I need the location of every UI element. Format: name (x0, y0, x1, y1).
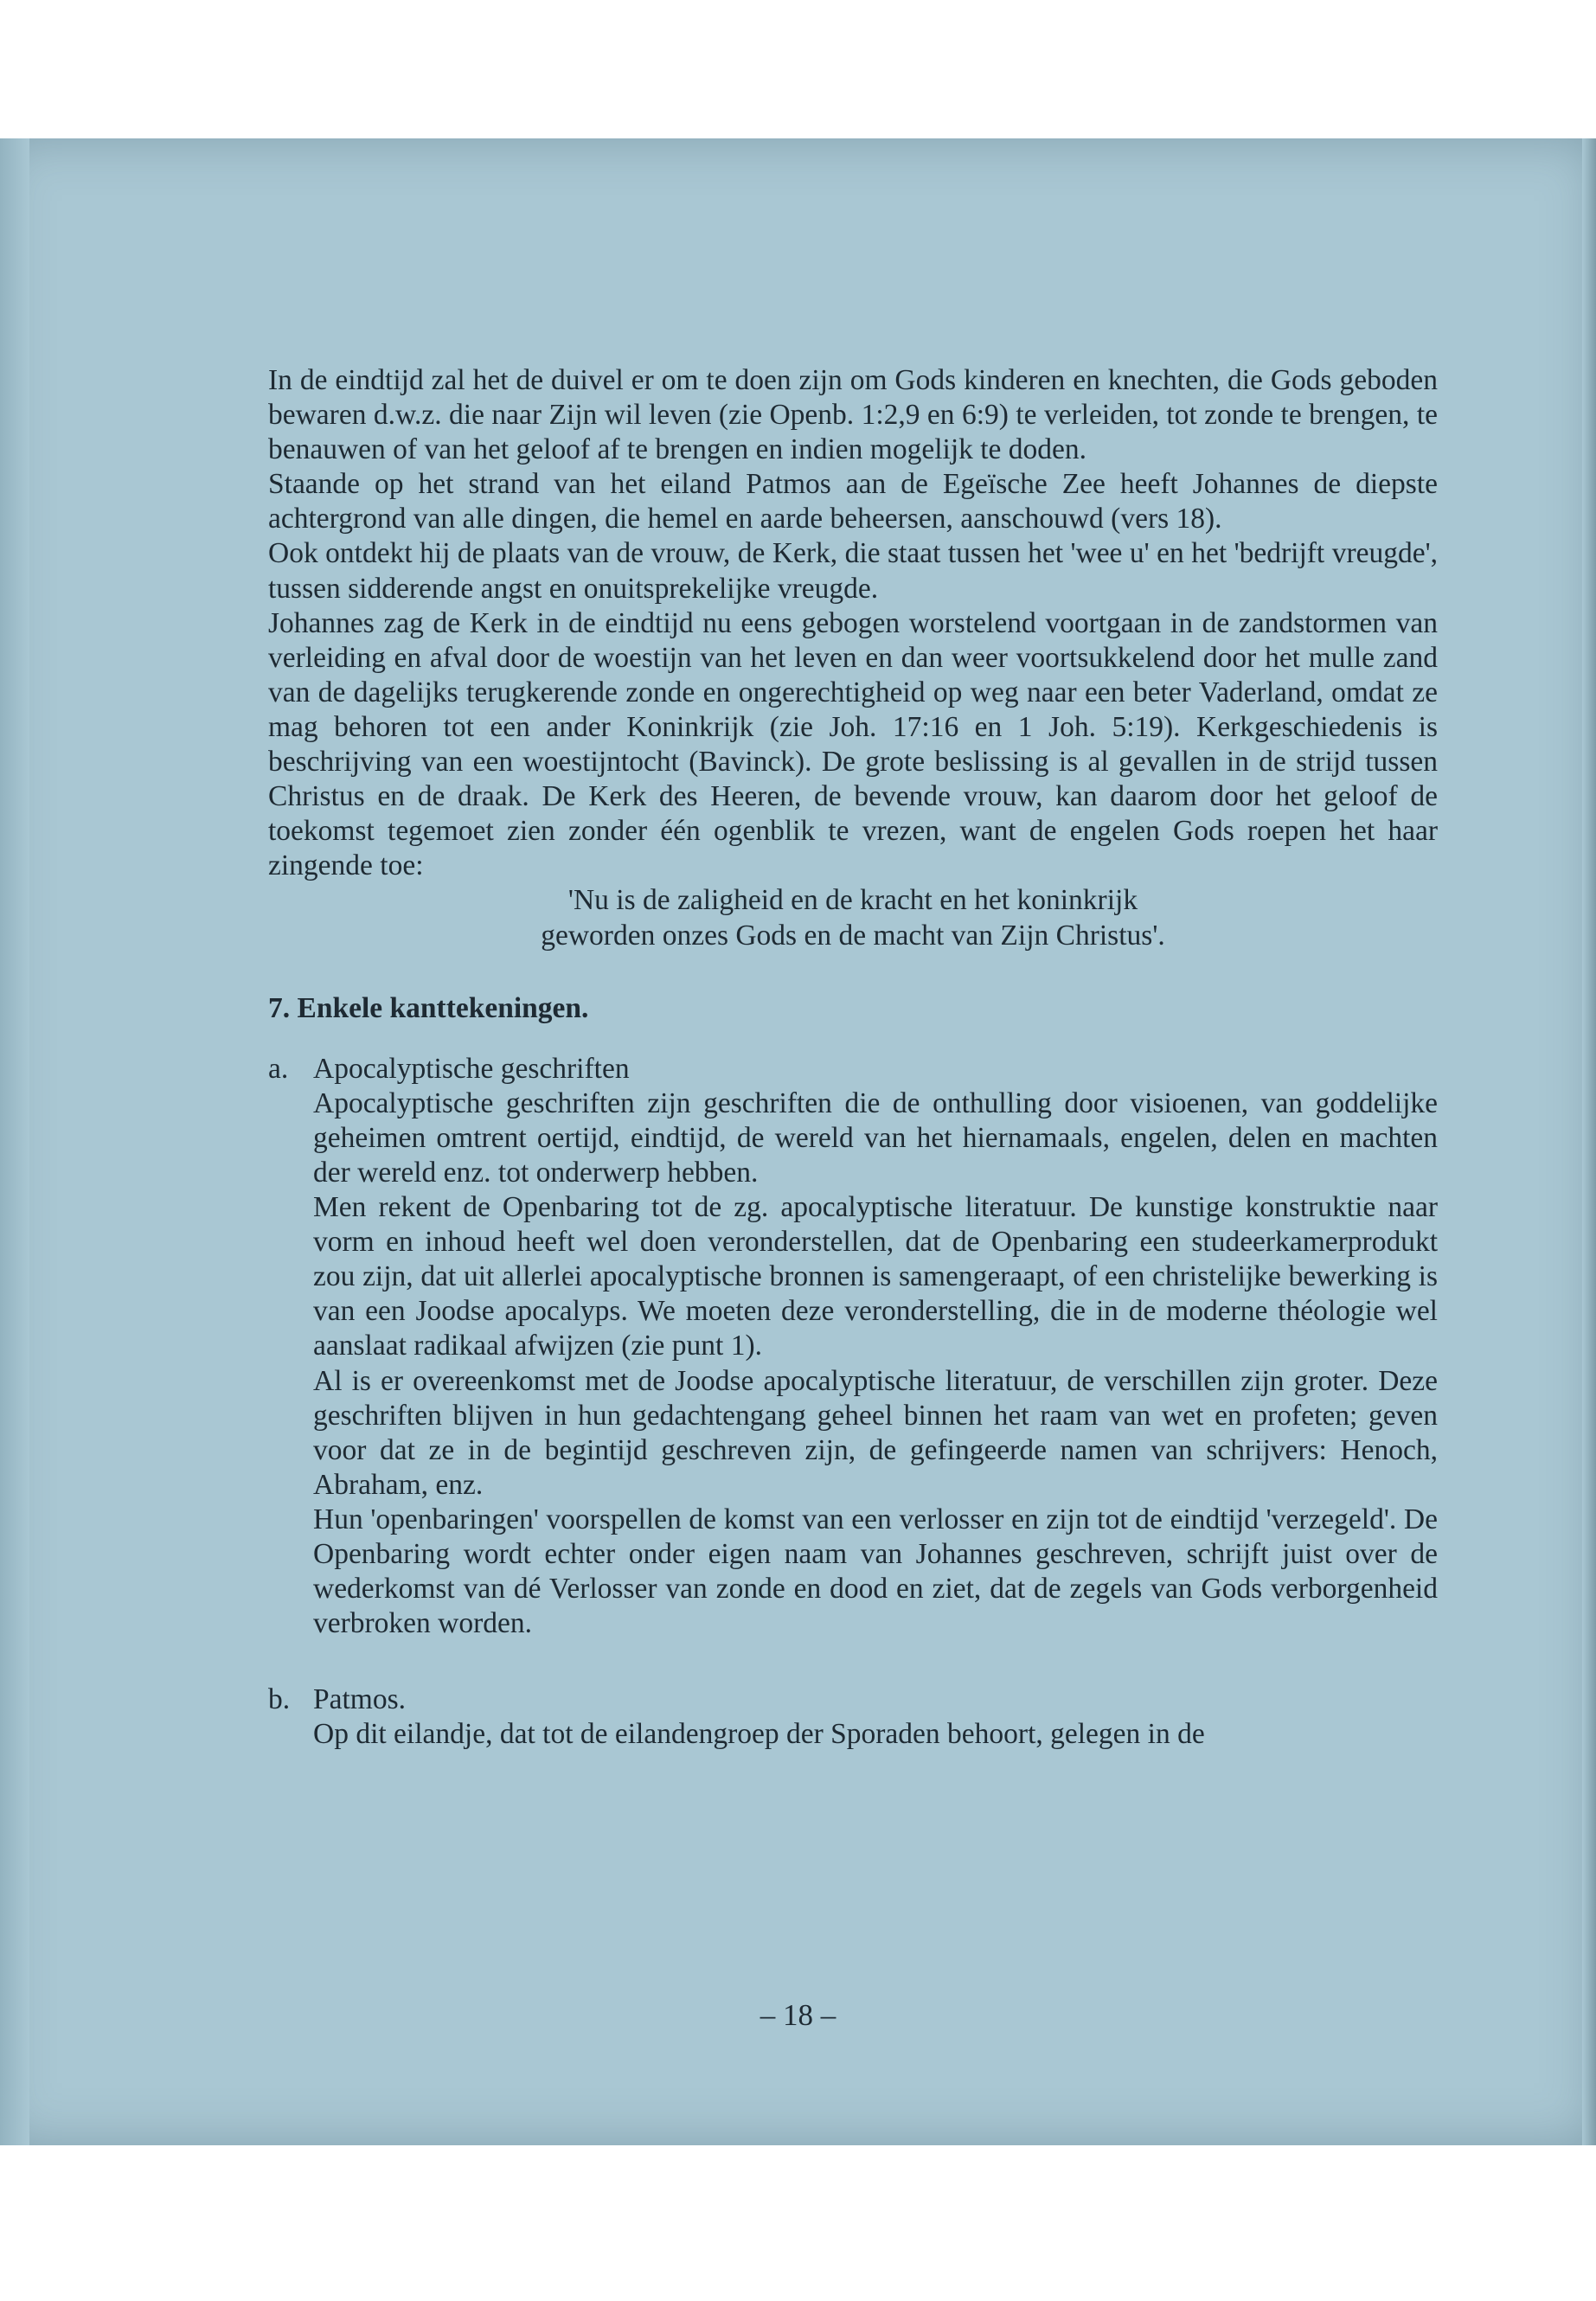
item-b-paragraph-1: Op dit eilandje, dat tot de eilandengroep der Sporaden behoort, gelegen in de (313, 1718, 1205, 1751)
intro-paragraph-1: In de eindtijd zal het de duivel er om te doen zijn om Gods kinderen en knechten, die Gods geboden bewaren d.w.z. die naar Zijn wil leven (zie Openb. 1:2,9 en 6:9) te verleiden, tot zonde te brengen, te benauwen of van het geloof af te brengen en indien mogelijk te doden. (268, 364, 1438, 466)
page-text-block (268, 363, 1438, 1752)
page-spine-edge (0, 138, 29, 2145)
list-item-a (268, 1052, 1438, 1642)
item-a-paragraph-4: Hun 'openbaringen' voorspellen de komst van een verlosser en zijn tot de eindtijd 'verzegeld'. De Openbaring wordt echter onder eigen naam van Johannes geschreven, schrijft juist over de wederkomst van dé Verlosser van zonde en dood en ziet, dat de zegels van Gods verborgenheid verbroken worden. (313, 1503, 1438, 1640)
intro-paragraph-4: Johannes zag de Kerk in de eindtijd nu eens gebogen worstelend voortgaan in de zandstormen van verleiding en afval door de woestijn van het leven en dan weer voortsukkelend door het mulle zand van de dagelijks terugkerende zonde en ongerechtigheid op weg naar een beter Vaderland, omdat ze mag behoren tot een ander Koninkrijk (zie Joh. 17:16 en 1 Joh. 5:19). Kerkgeschiedenis is beschrijving van een woestijntocht (Bavinck). De grote beslissing is al gevallen in de strijd tussen Christus en de draak. De Kerk des Heeren, de bevende vrouw, kan daarom door het geloof de toekomst tegemoet zien zonder één ogenblik te vrezen, want de engelen Gods roepen het haar zingende toe: (268, 606, 1438, 882)
quote-line-2: geworden onzes Gods en de macht van Zijn Christus'. (541, 919, 1165, 952)
item-a-title: Apocalyptische geschriften (313, 1052, 630, 1085)
intro-paragraph-3: Ook ontdekt hij de plaats van de vrouw, de Kerk, die staat tussen het 'wee u' en het 'bedrijft vreugde', tussen sidderende angst en onuitsprekelijke vreugde. (268, 537, 1438, 605)
section-heading: 7. Enkele kanttekeningen. (268, 991, 589, 1024)
page-number: – 18 – (760, 1998, 836, 2032)
item-a-paragraph-1: Apocalyptische geschriften zijn geschriften die de onthulling door visioenen, van goddelijke geheimen omtrent oertijd, eindtijd, de wereld van het hiernamaals, engelen, delen en machten der wereld enz. tot onderwerp hebben. (313, 1086, 1438, 1189)
item-a-marker: a. (268, 1052, 289, 1085)
quote-line-1: 'Nu is de zaligheid en de kracht en het koninkrijk (567, 884, 1138, 917)
page-outer-edge (1582, 138, 1596, 2145)
intro-paragraph-2: Staande op het strand van het eiland Patmos aan de Egeïsche Zee heeft Johannes de diepste achtergrond van alle dingen, die hemel en aarde beheersen, aanschouwd (vers 18). (268, 468, 1438, 535)
item-b-title: Patmos. (313, 1683, 407, 1716)
item-a-paragraph-2: Men rekent de Openbaring tot de zg. apocalyptische literatuur. De kunstige konstruktie naar vorm en inhoud heeft wel doen veronderstellen, dat de Openbaring een studeerkamerprodukt zou zijn, dat uit allerlei apocalyptische bronnen is samengeraapt, of een christelijke bewerking is van een Joodse apocalyps. We moeten deze veronderstelling, die in de moderne théologie wel aanslaat radikaal afwijzen (zie punt 1). (313, 1191, 1438, 1362)
list-item-b (268, 1682, 1438, 1752)
item-b-marker: b. (268, 1683, 291, 1716)
item-a-paragraph-3: Al is er overeenkomst met de Joodse apocalyptische literatuur, de verschillen zijn groter. Deze geschriften blijven in hun gedachtengang geheel binnen het raam van wet en profeten; geven voor dat ze in de begintijd geschreven zijn, de gefingeerde namen van schrijvers: Henoch, Abraham, enz. (313, 1364, 1438, 1501)
